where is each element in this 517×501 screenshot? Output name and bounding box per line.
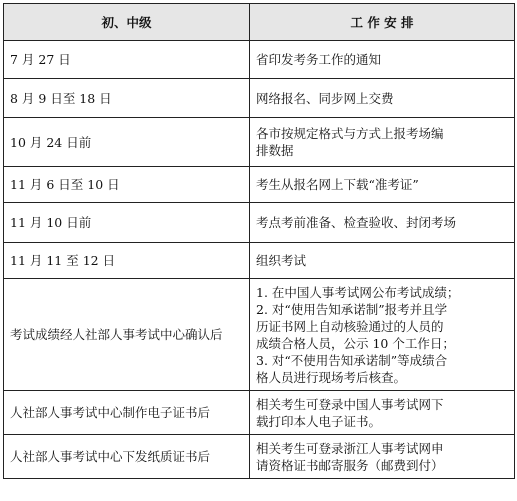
header-arrangement: 工 作 安 排: [250, 4, 515, 41]
task-cell: [250, 79, 515, 118]
task-line: 排数据: [256, 143, 294, 158]
time-cell: 人社部人事考试中心下发纸质证书后: [4, 435, 250, 479]
task-line: 成绩合格人员，公示 10 个工作日；: [256, 335, 455, 351]
task-line: 省印发考务工作的通知: [256, 52, 382, 67]
table-row: [4, 243, 515, 279]
task-line: 2. 对“使用告知承诺制”报考并且学: [256, 301, 448, 317]
time-cell: 11 月 10 日前: [4, 203, 250, 243]
task-line: 考生从报名网上下载“准考证”: [256, 177, 419, 192]
task-line: 历证书网上自动核验通过的人员的: [256, 318, 444, 334]
task-line: 3. 对“不使用告知承诺制”等成绩合: [256, 352, 448, 368]
time-cell: 11 月 6 日至 10 日: [4, 167, 250, 203]
task-line: 相关考生可登录中国人事考试网下: [256, 396, 444, 412]
table-row: [4, 435, 515, 479]
task-cell: [250, 391, 515, 435]
header-level: 初、中级: [4, 4, 250, 41]
schedule-table: [3, 3, 515, 479]
task-line: 考点考前准备、检查验收、封闭考场: [256, 215, 457, 230]
task-cell: [250, 41, 515, 79]
table-row: [4, 41, 515, 79]
task-cell: [250, 279, 515, 391]
table-row: [4, 279, 515, 391]
header-row: [4, 4, 515, 41]
table-row: [4, 79, 515, 118]
task-cell: [250, 243, 515, 279]
task-cell: [250, 118, 515, 167]
task-line: 请资格证书邮寄服务（邮费到付）: [256, 457, 444, 473]
table-row: [4, 203, 515, 243]
table-row: [4, 118, 515, 167]
table-row: [4, 391, 515, 435]
time-cell: 11 月 11 至 12 日: [4, 243, 250, 279]
task-line: 各市按规定格式与方式上报考场编: [256, 126, 444, 141]
task-cell: [250, 167, 515, 203]
time-cell: 7 月 27 日: [4, 41, 250, 79]
task-line: 1. 在中国人事考试网公布考试成绩；: [256, 284, 460, 300]
task-cell: [250, 435, 515, 479]
table-row: [4, 167, 515, 203]
task-cell: [250, 203, 515, 243]
task-line: 网络报名、同步网上交费: [256, 90, 394, 106]
time-cell: 考试成绩经人社部人事考试中心确认后: [4, 279, 250, 391]
time-cell: 10 月 24 日前: [4, 118, 250, 167]
time-cell: 8 月 9 日至 18 日: [4, 79, 250, 118]
task-line: 格人员进行现场考后核查。: [256, 369, 407, 385]
task-line: 组织考试: [256, 253, 307, 268]
task-line: 载打印本人电子证书。: [256, 413, 382, 429]
time-cell: 人社部人事考试中心制作电子证书后: [4, 391, 250, 435]
task-line: 相关考生可登录浙江人事考试网申: [256, 440, 444, 456]
